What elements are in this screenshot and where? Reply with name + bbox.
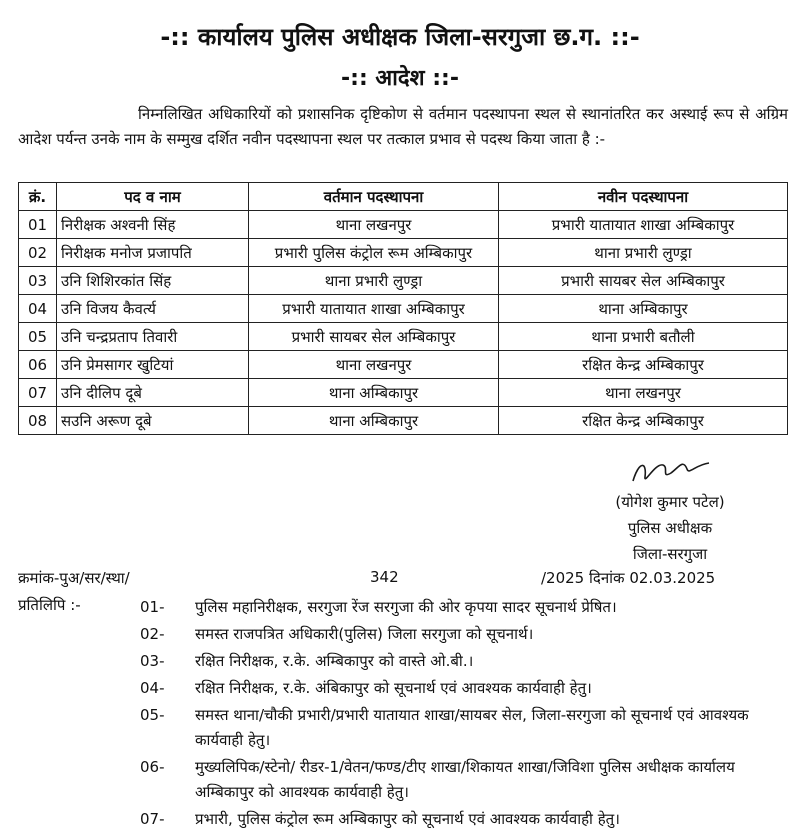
- cell-name: उनि प्रेमसागर खुटियां: [57, 351, 249, 379]
- signature-block: [570, 455, 770, 567]
- list-item-text: रक्षित निरीक्षक, र.के. अम्बिकापुर को वास्ते ओ.बी.।: [195, 652, 474, 670]
- list-item-text: पुलिस महानिरीक्षक, सरगुजा रेंज सरगुजा की ओर कृपया सादर सूचनार्थ प्रेषित।: [195, 598, 617, 616]
- cell-sn: 07: [19, 379, 57, 407]
- table-row: [19, 323, 788, 351]
- transfer-table: [18, 182, 788, 435]
- cell-new-posting: रक्षित केन्द्र अम्बिकापुर: [499, 351, 788, 379]
- table-row: [19, 407, 788, 435]
- list-item-number: 04-: [140, 679, 165, 697]
- cell-new-posting: प्रभारी यातायात शाखा अम्बिकापुर: [499, 211, 788, 239]
- signatory-name: (योगेश कुमार पटेल): [615, 493, 725, 511]
- list-item-number: 02-: [140, 625, 165, 643]
- table-row: [19, 295, 788, 323]
- cell-name: उनि शिशिरकांत सिंह: [57, 267, 249, 295]
- table-row: [19, 239, 788, 267]
- cell-sn: 05: [19, 323, 57, 351]
- cell-new-posting: थाना प्रभारी बतौली: [499, 323, 788, 351]
- cell-sn: 02: [19, 239, 57, 267]
- handwritten-signature: [625, 455, 715, 489]
- cell-new-posting: रक्षित केन्द्र अम्बिकापुर: [499, 407, 788, 435]
- table-row: [19, 351, 788, 379]
- cell-sn: 03: [19, 267, 57, 295]
- cell-name: निरीक्षक मनोज प्रजापति: [57, 239, 249, 267]
- cell-sn: 04: [19, 295, 57, 323]
- list-item-number: 07-: [140, 810, 165, 828]
- cell-current-posting: प्रभारी सायबर सेल अम्बिकापुर: [249, 323, 499, 351]
- list-item-text: रक्षित निरीक्षक, र.के. अंबिकापुर को सूचनार्थ एवं आवश्यक कार्यवाही हेतु।: [195, 679, 592, 697]
- cell-new-posting: थाना अम्बिकापुर: [499, 295, 788, 323]
- cell-name: उनि चन्द्रप्रताप तिवारी: [57, 323, 249, 351]
- table-header-row: [19, 183, 788, 211]
- order-prefix: क्रमांक-पुअ/सर/स्था/: [18, 569, 130, 587]
- cell-new-posting: थाना लखनपुर: [499, 379, 788, 407]
- order-heading: -:: आदेश ::-: [341, 66, 459, 91]
- table-row: [19, 379, 788, 407]
- cell-name: सउनि अरूण दूबे: [57, 407, 249, 435]
- copy-to-label: प्रतिलिपि :-: [18, 596, 81, 614]
- cell-current-posting: थाना अम्बिकापुर: [249, 407, 499, 435]
- table-row: [19, 211, 788, 239]
- col-header-new: नवीन पदस्थापना: [499, 183, 788, 211]
- cell-new-posting: थाना प्रभारी लुण्ड्रा: [499, 239, 788, 267]
- cell-new-posting: प्रभारी सायबर सेल अम्बिकापुर: [499, 267, 788, 295]
- cell-current-posting: थाना लखनपुर: [249, 351, 499, 379]
- signatory-designation: पुलिस अधीक्षक: [627, 519, 713, 537]
- intro-paragraph: [18, 102, 788, 152]
- list-item-text: प्रभारी, पुलिस कंट्रोल रूम अम्बिकापुर को सूचनार्थ एवं आवश्यक कार्यवाही हेतु।: [195, 810, 620, 828]
- list-item-number: 05-: [140, 706, 165, 724]
- signatory-district: जिला-सरगुजा: [632, 545, 708, 563]
- office-title: -:: कार्यालय पुलिस अधीक्षक जिला-सरगुजा छ.ग. ::-: [160, 23, 640, 51]
- list-item-number: 01-: [140, 598, 165, 616]
- cell-current-posting: प्रभारी पुलिस कंट्रोल रूम अम्बिकापुर: [249, 239, 499, 267]
- table-row: [19, 267, 788, 295]
- cell-current-posting: थाना अम्बिकापुर: [249, 379, 499, 407]
- list-item-number: 03-: [140, 652, 165, 670]
- cell-name: उनि विजय कैवर्त्य: [57, 295, 249, 323]
- cell-current-posting: थाना प्रभारी लुण्ड्रा: [249, 267, 499, 295]
- col-header-sn: क्रं.: [19, 183, 57, 211]
- cell-sn: 08: [19, 407, 57, 435]
- cell-sn: 06: [19, 351, 57, 379]
- order-reference: [18, 568, 788, 592]
- intro-text: निम्नलिखित अधिकारियों को प्रशासनिक दृष्टिकोण से वर्तमान पदस्थापना स्थल से स्थानांतरित कर अस्थाई रूप से अग्रिम आदेश पर्यन्त उनके नाम के सम्मुख दर्शित नवीन पदस्थापना स्थल पर तत्काल प्रभाव से पदस्थ किया जाता है :-: [18, 105, 788, 148]
- col-header-name: पद व नाम: [57, 183, 249, 211]
- order-number: 342: [370, 568, 399, 586]
- cell-sn: 01: [19, 211, 57, 239]
- list-item-text: समस्त राजपत्रित अधिकारी(पुलिस) जिला सरगुजा को सूचनार्थ।: [195, 625, 534, 643]
- cell-name: उनि दीलिप दूबे: [57, 379, 249, 407]
- order-date: /2025 दिनांक 02.03.2025: [541, 569, 716, 587]
- list-item-text: समस्त थाना/चौकी प्रभारी/प्रभारी यातायात शाखा/सायबर सेल, जिला-सरगुजा को सूचनार्थ एवं आवश्यक कार्यवाही हेतु।: [195, 706, 749, 749]
- cell-name: निरीक्षक अश्वनी सिंह: [57, 211, 249, 239]
- col-header-current: वर्तमान पदस्थापना: [249, 183, 499, 211]
- list-item-number: 06-: [140, 758, 165, 776]
- cell-current-posting: प्रभारी यातायात शाखा अम्बिकापुर: [249, 295, 499, 323]
- cell-current-posting: थाना लखनपुर: [249, 211, 499, 239]
- list-item-text: मुख्यलिपिक/स्टेनो/ रीडर-1/वेतन/फण्ड/टीए शाखा/शिकायत शाखा/जिविशा पुलिस अधीक्षक कार्यालय अम्बिकापुर को आवश्यक कार्यवाही हेतु।: [195, 758, 735, 801]
